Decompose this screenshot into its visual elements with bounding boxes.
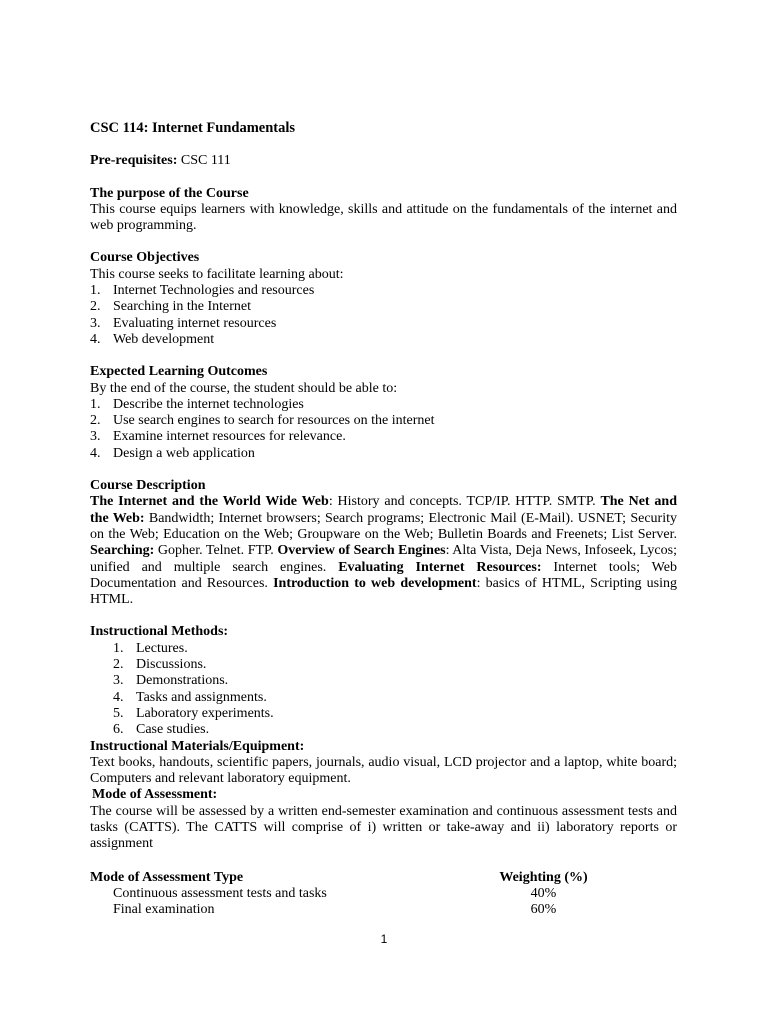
prereq-value: CSC 111 [177, 153, 231, 169]
list-item: 3. Examine internet resources for relevance. [90, 429, 346, 445]
table-cell: 60% [530, 902, 557, 918]
prerequisites [90, 153, 677, 169]
list-item: 4. Web development [90, 331, 215, 347]
methods-heading: Instructional Methods: [90, 624, 229, 640]
list-item: 4. Design a web application [90, 445, 255, 461]
page-number: 1 [380, 932, 388, 946]
list-item: 5. Laboratory experiments. [113, 705, 274, 721]
assessment-table [90, 870, 677, 919]
list-item: 3. Demonstrations. [113, 673, 229, 689]
list-item: 1. Internet Technologies and resources [90, 283, 315, 299]
list-item: 2. Discussions. [113, 657, 207, 673]
table-cell: 40% [530, 885, 557, 901]
list-item: 2. Use search engines to search for resources on the internet [90, 413, 435, 429]
table-cell: Final examination [113, 902, 215, 918]
outcomes-list [90, 397, 677, 462]
list-item: 2. Searching in the Internet [90, 299, 252, 315]
purpose-text: This course equips learners with knowledge, skills and attitude on the fundamentals of the internet and web programming. [90, 201, 677, 234]
table-row [90, 902, 677, 918]
assessment-text: The course will be assessed by a written end-semester examination and continuous assessment tests and tasks (CATTS). The CATTS will comprise of i) written or take-away and ii) laboratory reports or assignment [90, 803, 677, 852]
purpose-heading: The purpose of the Course [90, 185, 249, 201]
description-text: The Internet and the World Wide Web: History and concepts. TCP/IP. HTTP. SMTP. The Net and the Web: Bandwidth; Internet browsers; Search programs; Electronic Mail (E-Mail). USNET; Security on the Web; Education on the Web; Groupware on the Web; Bulletin Boards and Freenets; List Server. Searching: Gopher. Telnet. FTP. Overview of Search Engines: Alta Vista, Deja News, Infoseek, Lycos; unified and multiple search engines. Evaluating Internet Resources: Internet tools; Web Documentation and Resources. Introduction to web development: basics of HTML, Scripting using HTML. [90, 494, 678, 608]
outcomes-intro: By the end of the course, the student should be able to: [90, 380, 398, 396]
list-item: 1. Describe the internet technologies [90, 396, 304, 412]
list-item: 3. Evaluating internet resources [90, 315, 277, 331]
table-header-type: Mode of Assessment Type [90, 869, 244, 885]
prereq-label: Pre-requisites: [90, 153, 178, 169]
list-item: 4. Tasks and assignments. [113, 689, 267, 705]
table-header-row [90, 870, 677, 886]
table-header-weighting: Weighting (%) [499, 869, 588, 885]
list-item: 6. Case studies. [113, 722, 210, 738]
course-title: CSC 114: Internet Fundamentals [90, 120, 296, 136]
objectives-intro: This course seeks to facilitate learning about: [90, 266, 344, 282]
objectives-heading: Course Objectives [90, 250, 200, 266]
assessment-heading: Mode of Assessment: [92, 787, 218, 803]
materials-text: Text books, handouts, scientific papers, journals, audio visual, LCD projector and a laptop, white board; Computers and relevant laboratory equipment. [90, 754, 677, 787]
table-row [90, 886, 677, 902]
document-body [90, 120, 677, 918]
materials-heading: Instructional Materials/Equipment: [90, 738, 305, 754]
description-heading: Course Description [90, 478, 206, 494]
objectives-list [90, 283, 677, 348]
table-cell: Continuous assessment tests and tasks [113, 885, 327, 901]
outcomes-heading: Expected Learning Outcomes [90, 364, 268, 380]
list-item: 1. Lectures. [113, 640, 188, 656]
methods-list [90, 641, 677, 739]
